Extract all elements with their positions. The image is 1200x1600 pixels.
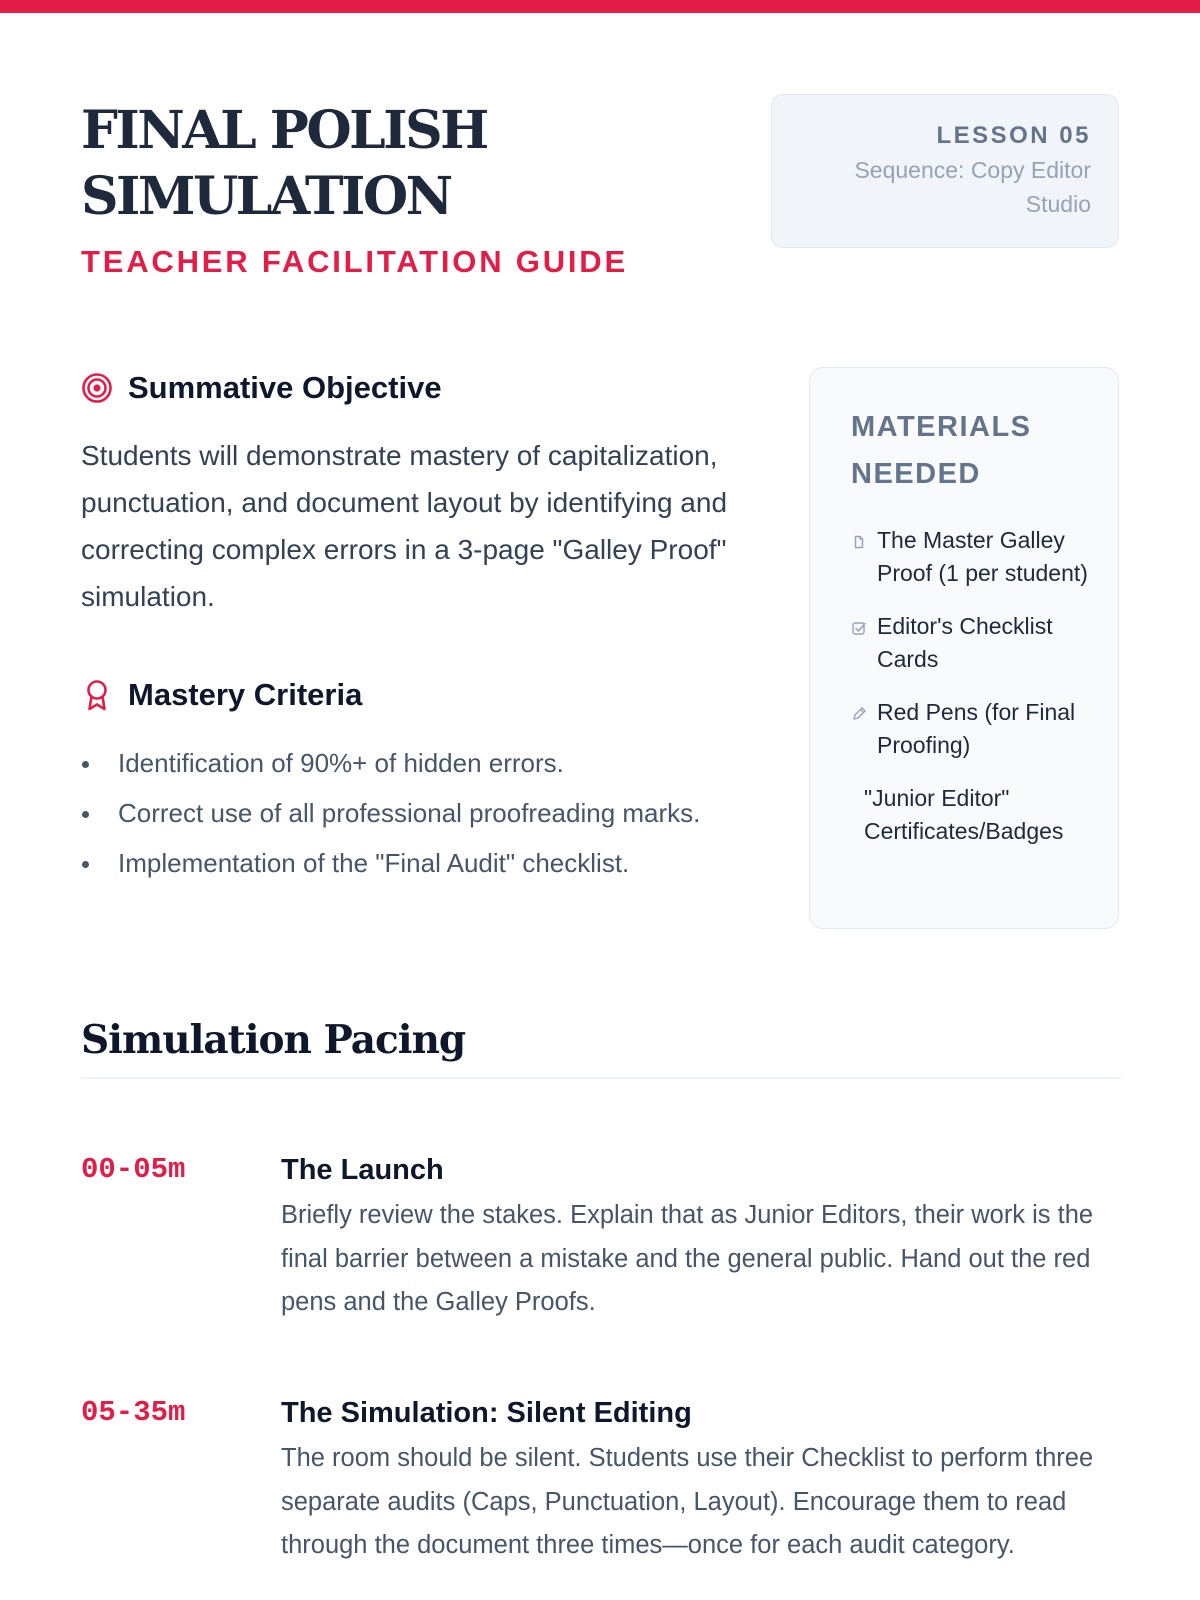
- list-item: Implementation of the "Final Audit" checklist.: [81, 842, 721, 885]
- objective-heading-row: [81, 370, 442, 406]
- pacing-body: [281, 1395, 1121, 1568]
- materials-title: MATERIALS NEEDED: [851, 411, 1032, 490]
- page-title: [81, 98, 761, 230]
- pen-icon: [851, 706, 867, 722]
- lesson-sequence: Sequence: Copy Editor Studio: [854, 157, 1091, 217]
- pacing-heading: Simulation Pacing: [81, 1017, 466, 1063]
- page-header: [81, 98, 761, 280]
- checkbox-icon: [851, 620, 867, 636]
- list-item: Correct use of all professional proofreading marks.: [81, 792, 721, 835]
- material-label: The Master Galley Proof (1 per student): [877, 527, 1088, 586]
- lesson-info-box: [771, 94, 1119, 248]
- mastery-criteria-list: [81, 742, 721, 892]
- pacing-time: 00-05m: [81, 1153, 186, 1186]
- pacing-title: The Launch: [281, 1154, 444, 1186]
- section-divider: [81, 1077, 1121, 1079]
- top-accent-bar: [0, 0, 1200, 13]
- document-icon: [851, 534, 867, 550]
- lesson-label: LESSON 05: [936, 122, 1091, 149]
- target-icon: [81, 372, 113, 404]
- list-item: Identification of 90%+ of hidden errors.: [81, 742, 721, 785]
- mastery-heading-row: [81, 677, 362, 713]
- mastery-heading: Mastery Criteria: [128, 677, 363, 712]
- pacing-time: 05-35m: [81, 1396, 186, 1429]
- material-label: Red Pens (for Final Proofing): [877, 699, 1076, 758]
- page-title-line-1: FINAL POLISH: [81, 100, 487, 161]
- award-ribbon-icon: [81, 679, 113, 711]
- page-subtitle: TEACHER FACILITATION GUIDE: [81, 244, 628, 279]
- pacing-description: The room should be silent. Students use their Checklist to perform three separate audits (Caps, Punctuation, Layout). Encourage them to read through the document three times—once for each audit category.: [281, 1444, 1094, 1559]
- material-label: "Junior Editor" Certificates/Badges: [864, 785, 1064, 844]
- pacing-title: The Simulation: Silent Editing: [281, 1397, 692, 1429]
- material-label: Editor's Checklist Cards: [877, 613, 1053, 672]
- materials-list: [851, 524, 1088, 848]
- page-title-line-2: SIMULATION: [81, 166, 451, 227]
- list-item: [851, 782, 1088, 848]
- objective-heading: Summative Objective: [128, 370, 442, 405]
- list-item: [851, 524, 1088, 590]
- pacing-body: [281, 1152, 1121, 1325]
- list-item: [851, 696, 1088, 762]
- materials-panel: [809, 367, 1119, 929]
- objective-text: Students will demonstrate mastery of capitalization, punctuation, and document layout by identifying and correcting complex errors in a 3-page "Galley Proof" simulation.: [81, 440, 728, 612]
- list-item: [851, 610, 1088, 676]
- pacing-description: Briefly review the stakes. Explain that as Junior Editors, their work is the final barrier between a mistake and the general public. Hand out the red pens and the Galley Proofs.: [281, 1201, 1094, 1316]
